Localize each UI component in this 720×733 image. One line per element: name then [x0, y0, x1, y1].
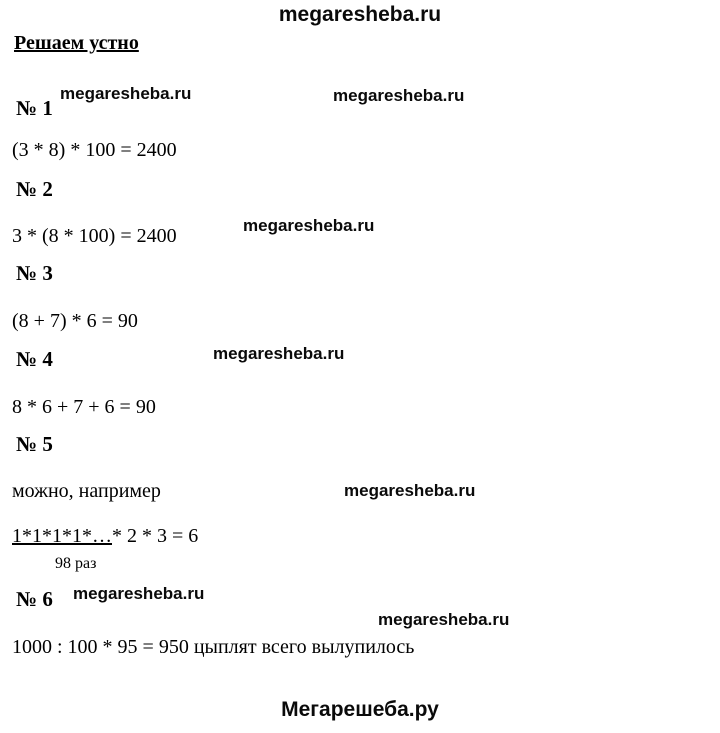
problem-1-number: № 1	[16, 96, 53, 120]
problem-2-number: № 2	[16, 177, 53, 201]
problem-3-number: № 3	[16, 261, 53, 285]
problem-5-note: можно, например	[12, 480, 161, 502]
site-footer: Мегарешеба.ру	[281, 698, 439, 721]
problem-5-number: № 5	[16, 432, 53, 456]
repeat-count-label: 98 раз	[55, 555, 97, 572]
problem-4-number: № 4	[16, 347, 53, 371]
problem-5-solution	[12, 525, 198, 548]
solution-rest: * 2 * 3 = 6	[112, 525, 199, 547]
watermark: megaresheba.ru	[73, 584, 205, 603]
problem-3-solution: (8 + 7) * 6 = 90	[12, 310, 138, 332]
problem-2-solution: 3 * (8 * 100) = 2400	[12, 225, 177, 247]
site-watermark-top: megaresheba.ru	[278, 3, 442, 26]
problem-1-solution: (3 * 8) * 100 = 2400	[12, 139, 177, 161]
repeated-ones-underlined: 1*1*1*1*…	[12, 525, 112, 547]
watermark: megaresheba.ru	[60, 84, 192, 103]
watermark: megaresheba.ru	[243, 216, 375, 235]
watermark: megaresheba.ru	[333, 86, 465, 105]
problem-4-solution: 8 * 6 + 7 + 6 = 90	[12, 396, 156, 418]
watermark: megaresheba.ru	[378, 610, 510, 629]
problem-6-solution: 1000 : 100 * 95 = 950 цыплят всего вылупилось	[12, 636, 415, 658]
page-title: Решаем устно	[14, 32, 139, 54]
watermark: megaresheba.ru	[344, 481, 476, 500]
problem-6-number: № 6	[16, 587, 53, 611]
watermark: megaresheba.ru	[213, 344, 345, 363]
